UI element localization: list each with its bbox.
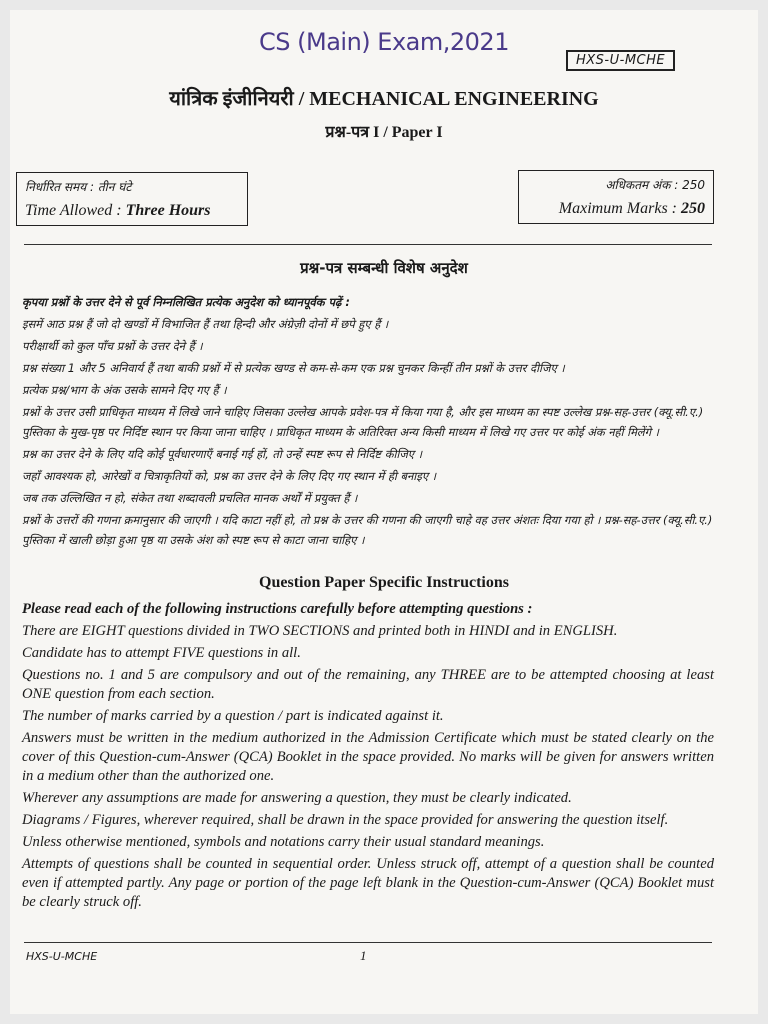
exam-paper-page [10,10,758,1014]
hindi-instruction-item: जहाँ आवश्यक हो, आरेखों व चित्राकृतियों को, प्रश्न का उत्तर देने के लिए दिए गए स्थान में ही बनाइए । [22,469,437,483]
maximum-marks-hindi: अधिकतम अंक : 250 [605,178,705,192]
page-number: 1 [360,948,367,963]
maximum-marks-box [518,170,714,224]
hindi-instruction-item: प्रश्नों के उत्तरों की गणना क्रमानुसार की जाएगी । यदि काटा नहीं हो, तो प्रश्न के उत्तर की गणना की जाएगी चाहे वह उत्तर अंशतः दिया गया हो । प्रश्न-सह-उत्तर (क्यू.सी.ए.) पुस्तिका में खाली छोड़ा हुआ पृष्ठ या उसके अंश को स्पष्ट रूप से काटा जाना चाहिए । [22,513,713,547]
english-instruction-item: Unless otherwise mentioned, symbols and notations carry their usual standard meanings. [22,834,545,850]
hindi-instruction-item: प्रश्नों के उत्तर उसी प्राधिकृत माध्यम में लिखे जाने चाहिए जिसका उल्लेख आपके प्रवेश-पत्र में किया गया है, और इस माध्यम का स्पष्ट उल्लेख प्रश्न-सह-उत्तर (क्यू.सी.ए.) पुस्तिका के मुख-पृष्ठ पर निर्दिष्ट स्थान पर किया जाना चाहिए । प्राधिकृत माध्यम के अतिरिक्त अन्य किसी माध्यम में लिखे गए उत्तर पर कोई अंक नहीं मिलेंगे । [22,405,704,439]
maximum-marks-value: 250 [681,200,705,217]
english-instruction-item: Please read each of the following instructions carefully before attempting questions : [22,601,533,617]
paper-number: प्रश्न-पत्र I / Paper I [325,124,443,141]
hindi-instruction-item: कृपया प्रश्नों के उत्तर देने से पूर्व निम्नलिखित प्रत्येक अनुदेश को ध्यानपूर्वक पढ़ें : [22,295,350,309]
english-instructions [22,600,714,915]
divider-bottom [24,942,712,943]
english-instruction-item: The number of marks carried by a question / part is indicated against it. [22,708,444,724]
hindi-instruction-item: प्रश्न का उत्तर देने के लिए यदि कोई पूर्वधारणाएँ बनाई गई हों, तो उन्हें स्पष्ट रूप से निर्दिष्ट कीजिए । [22,447,423,461]
hindi-instruction-item: परीक्षार्थी को कुल पाँच प्रश्नों के उत्तर देने हैं । [22,339,203,353]
english-instruction-item: Answers must be written in the medium authorized in the Admission Certificate which must be stated clearly on the cover of this Question-cum-Answer (QCA) Booklet in the space provided. No marks will be given for answers written in a medium other than the authorized one. [22,730,714,784]
exam-title: CS (Main) Exam,2021 [259,28,509,56]
hindi-instruction-item: इसमें आठ प्रश्न हैं जो दो खण्डों में विभाजित हैं तथा हिन्दी और अंग्रेज़ी दोनों में छपे हुए हैं । [22,317,389,331]
footer-paper-code: HXS-U-MCHE [26,950,98,963]
time-allowed-hindi: निर्धारित समय : तीन घंटे [25,180,132,194]
hindi-instructions-heading: प्रश्न-पत्र सम्बन्धी विशेष अनुदेश [300,259,468,277]
english-instruction-item: There are EIGHT questions divided in TWO SECTIONS and printed both in HINDI and in ENGLISH. [22,623,618,639]
english-instructions-heading: Question Paper Specific Instructions [259,574,509,591]
maximum-marks-english [527,197,705,221]
hindi-instruction-item: प्रश्न संख्या 1 और 5 अनिवार्य हैं तथा बाकी प्रश्नों में से प्रत्येक खण्ड से कम-से-कम एक प्रश्न चुनकर किन्हीं तीन प्रश्नों के उत्तर दीजिए । [22,361,565,375]
maximum-marks-label: Maximum Marks : [558,200,681,217]
english-instruction-item: Candidate has to attempt FIVE questions in all. [22,645,301,661]
english-instruction-item: Diagrams / Figures, wherever required, shall be drawn in the space provided for answering the question itself. [22,812,669,828]
time-allowed-value: Three Hours [125,202,211,219]
hindi-instructions [22,292,714,552]
subject-title: यांत्रिक इंजीनियरी / MECHANICAL ENGINEERING [169,88,599,110]
english-instruction-item: Wherever any assumptions are made for answering a question, they must be clearly indicated. [22,790,572,806]
time-allowed-english [25,199,239,223]
hindi-instruction-item: जब तक उल्लिखित न हो, संकेत तथा शब्दावली प्रचलित मानक अर्थों में प्रयुक्त हैं । [22,491,358,505]
hindi-instruction-item: प्रत्येक प्रश्न/भाग के अंक उसके सामने दिए गए हैं । [22,383,227,397]
english-instruction-item: Questions no. 1 and 5 are compulsory and out of the remaining, any THREE are to be attempted choosing at least ONE question from each section. [22,667,714,702]
paper-code-box: HXS-U-MCHE [566,50,675,71]
divider-top [24,244,712,245]
time-allowed-label: Time Allowed : [25,202,126,219]
english-instruction-item: Attempts of questions shall be counted in sequential order. Unless struck off, attempt of a question shall be counted even if attempted partly. Any page or portion of the page left blank in the Question-cum-Answer (QCA) Booklet must be clearly struck off. [22,856,714,910]
time-allowed-box [16,172,248,226]
